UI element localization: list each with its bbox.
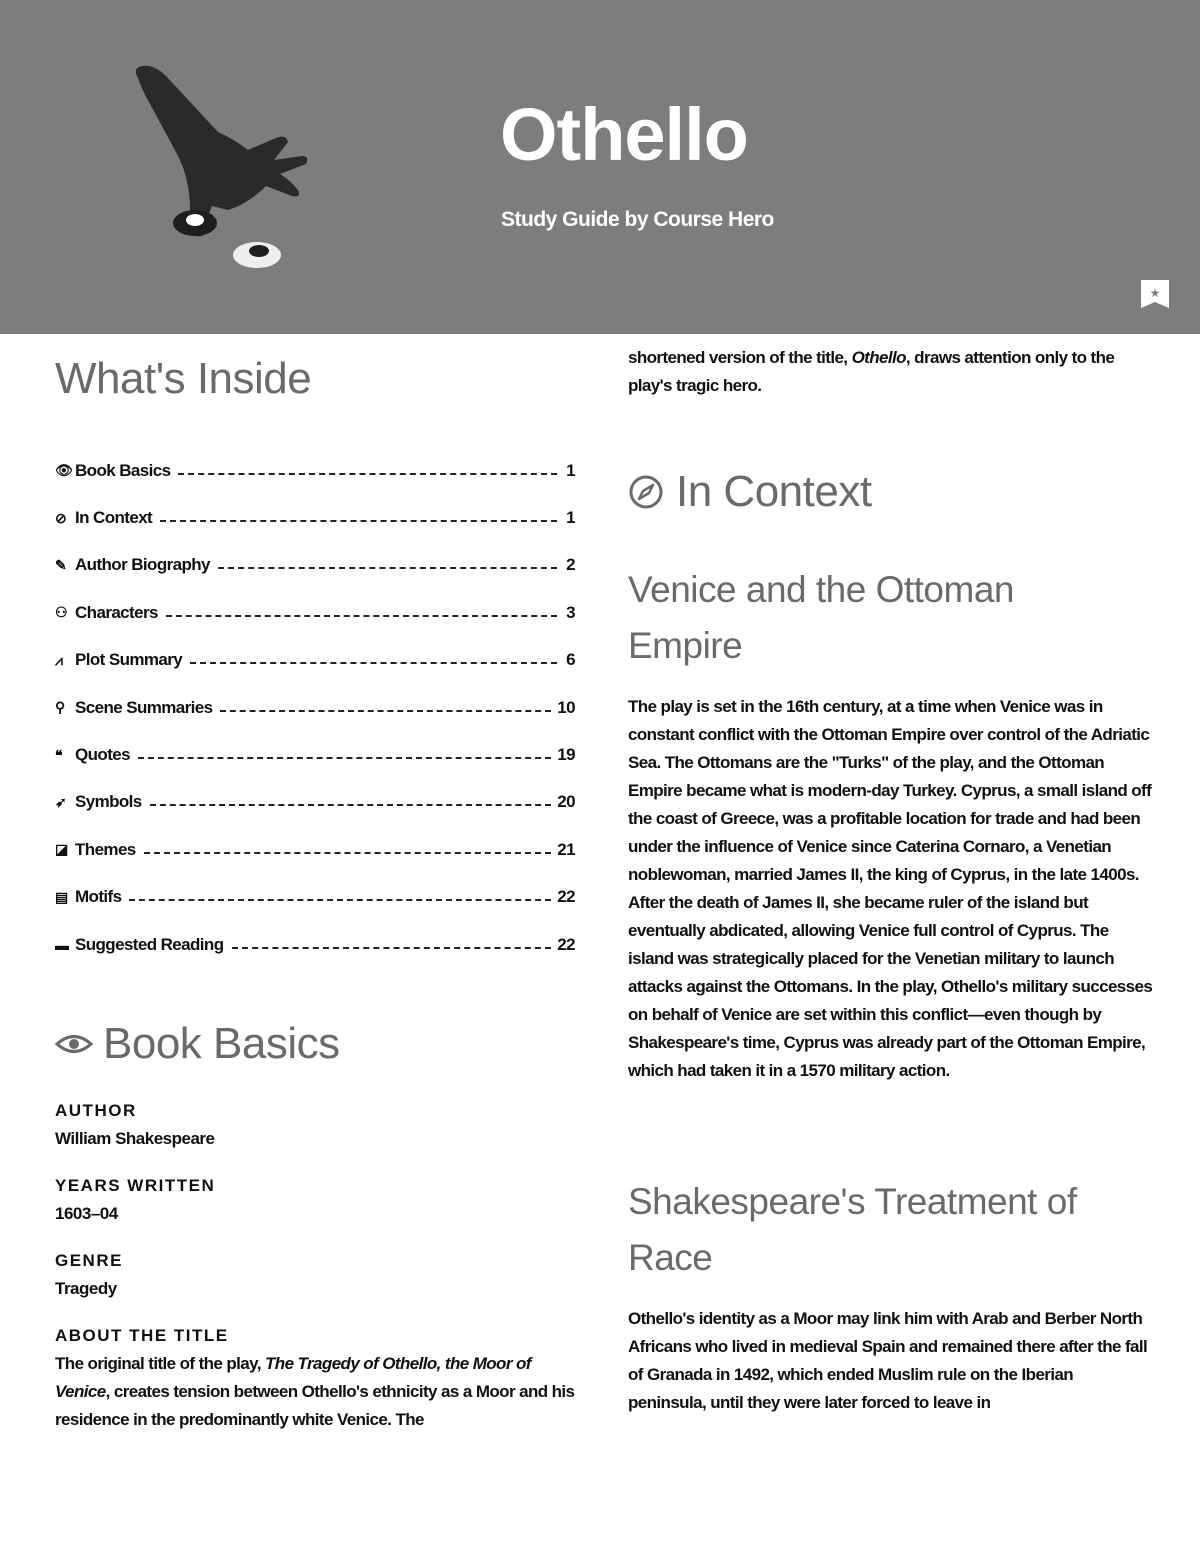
about-title-text-start: The original title of the play, (55, 1354, 266, 1373)
continued-text-end: , draws attention only to the play's tragic hero. (628, 348, 1115, 395)
venice-ottoman-paragraph: The play is set in the 16th century, at a time when Venice was in constant conflict with the Ottoman Empire over control of the Adriatic Sea. The Ottomans are the "Turks" of the play, and the Ottoman Empire became what is modern-day Turkey. Cyprus, a small island off the coast of Greece, was a profitable location for trade and had been under the influence of Venice since Caterina Cornaro, a Venetian noblewoman, married James II, the king of Cyprus, in the late 1400s. After the death of James II, she became ruler of the island but eventually abdicated, allowing Venice full control of Cyprus. The island was strategically placed for the Venetian military to launch attacks against the Ottomans. In the play, Othello's military successes on behalf of Venice are set within this conflict—even though by Shakespeare's time, Cyprus was already part of the Ottoman Empire, which had taken it in a 1570 military action. (628, 697, 1153, 1080)
hand-with-game-pieces-illustration (120, 60, 330, 280)
continued-text-start: shortened version of the title, (628, 348, 852, 367)
in-context-heading (628, 467, 872, 517)
magnifier-icon: ⚲ (55, 699, 65, 716)
toc-leader (150, 804, 552, 806)
toc-item-label: Motifs (75, 887, 122, 907)
compass-icon: ⊘ (55, 509, 67, 526)
toc-item-label: Quotes (75, 745, 130, 765)
toc-item-suggested-reading[interactable] (55, 921, 575, 968)
toc-leader (160, 520, 557, 522)
book-basics-heading (55, 1019, 340, 1069)
book-basics-section (55, 1097, 575, 1434)
toc-item-page: 22 (557, 887, 575, 907)
about-title-text-end: , creates tension between Othello's ethnicity as a Moor and his residence in the predominantly white Venice. The (55, 1382, 575, 1429)
header-banner (0, 0, 1200, 334)
toc-item-book-basics[interactable] (55, 447, 575, 494)
in-context-heading-text: In Context (676, 467, 872, 516)
toc-item-label: Plot Summary (75, 650, 183, 670)
years-written-label: YEARS WRITTEN (55, 1176, 216, 1195)
author-label: AUTHOR (55, 1101, 137, 1120)
toc-item-page: 1 (566, 460, 575, 480)
toc-item-symbols[interactable] (55, 779, 575, 826)
toc-item-page: 20 (557, 792, 575, 812)
genre-label: GENRE (55, 1251, 123, 1270)
toc-item-page: 3 (566, 602, 575, 622)
book-basics-heading-text: Book Basics (103, 1019, 340, 1068)
genre-value: Tragedy (55, 1279, 117, 1298)
toc-item-page: 22 (557, 934, 575, 954)
table-of-contents (55, 447, 575, 968)
venice-ottoman-heading (628, 562, 1014, 674)
toc-leader (220, 710, 551, 712)
theme-icon: ◪ (55, 841, 68, 858)
arrow-icon: ➶ (55, 793, 67, 810)
author-value: William Shakespeare (55, 1129, 215, 1148)
book-icon: ▬ (55, 936, 69, 953)
toc-item-label: Characters (75, 602, 158, 622)
treatment-of-race-paragraph: Othello's identity as a Moor may link him with Arab and Berber North Africans who lived in medieval Spain and remained there after the fall of Granada in 1492, which ended Muslim rule on the Iberian peninsula, until they were later forced to leave in (628, 1309, 1148, 1412)
toc-leader (190, 662, 557, 664)
toc-leader (138, 757, 551, 759)
toc-item-label: Themes (75, 839, 136, 859)
quill-icon: ✎ (55, 556, 67, 573)
toc-item-themes[interactable] (55, 826, 575, 873)
toc-item-label: Symbols (75, 792, 142, 812)
toc-leader (232, 947, 552, 949)
short-title-italic: Othello (851, 348, 906, 367)
toc-item-page: 6 (566, 650, 575, 670)
toc-item-plot-summary[interactable] (55, 637, 575, 684)
venice-heading-line2: Empire (628, 625, 743, 666)
toc-item-page: 2 (566, 555, 575, 575)
treatment-of-race-heading (628, 1174, 1077, 1286)
toc-item-label: Book Basics (75, 460, 171, 480)
toc-item-in-context[interactable] (55, 494, 575, 541)
motif-icon: ▤ (55, 888, 68, 905)
toc-item-label: In Context (75, 508, 153, 528)
venice-heading-line1: Venice and the Ottoman (628, 569, 1014, 610)
toc-item-quotes[interactable] (55, 731, 575, 778)
toc-item-label: Suggested Reading (75, 934, 224, 954)
race-heading-line2: Race (628, 1237, 713, 1278)
toc-leader (166, 615, 557, 617)
toc-item-motifs[interactable] (55, 874, 575, 921)
toc-item-label: Scene Summaries (75, 697, 213, 717)
toc-item-label: Author Biography (75, 555, 210, 575)
toc-item-page: 19 (557, 745, 575, 765)
document-title: Othello (500, 93, 748, 176)
eye-icon (55, 1033, 93, 1055)
eye-icon: 👁 (55, 462, 73, 479)
toc-item-author-biography[interactable] (55, 542, 575, 589)
years-written-value: 1603–04 (55, 1204, 118, 1223)
svg-text:★: ★ (1149, 286, 1161, 300)
full-title-italic: The Tragedy of Othello, the Moor of Venice (55, 1354, 531, 1401)
course-hero-bookmark-icon (1139, 278, 1171, 310)
toc-item-scene-summaries[interactable] (55, 684, 575, 731)
toc-leader (178, 473, 557, 475)
toc-leader (129, 899, 551, 901)
quote-icon: ❝ (55, 746, 62, 763)
toc-item-characters[interactable] (55, 589, 575, 636)
people-icon: ⚇ (55, 604, 67, 621)
about-title-continued (628, 344, 1153, 400)
toc-item-page: 21 (557, 839, 575, 859)
toc-item-page: 10 (557, 697, 575, 717)
chart-icon: ⩘ (55, 651, 63, 668)
toc-leader (218, 567, 557, 569)
about-title-paragraph (55, 1350, 575, 1434)
toc-leader (144, 852, 552, 854)
race-heading-line1: Shakespeare's Treatment of (628, 1181, 1077, 1222)
whats-inside-heading: What's Inside (55, 354, 312, 403)
about-title-label: ABOUT THE TITLE (55, 1326, 229, 1345)
document-subtitle: Study Guide by Course Hero (501, 208, 774, 231)
compass-icon (628, 474, 664, 510)
toc-item-page: 1 (566, 508, 575, 528)
